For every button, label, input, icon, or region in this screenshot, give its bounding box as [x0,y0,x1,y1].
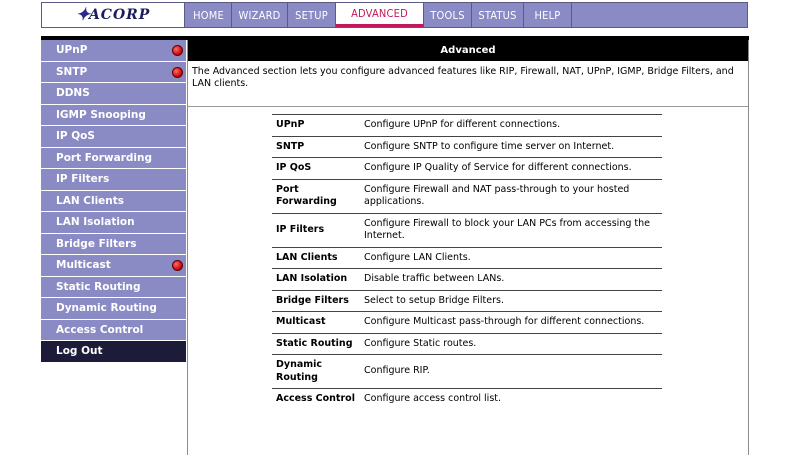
table-row [272,290,662,312]
table-row [272,355,662,389]
sidebar-item-label: LAN Isolation [56,216,135,228]
feature-name: Bridge Filters [276,294,349,306]
sidebar-item-static-routing[interactable] [41,277,186,299]
sidebar-item-upnp[interactable] [41,40,186,62]
sidebar-item-bridge-filters[interactable] [41,234,186,256]
tab-advanced[interactable]: ADVANCED [336,3,424,27]
advanced-sidebar-menu [41,40,186,363]
main-content-panel [187,40,749,455]
sidebar-item-access-control[interactable] [41,320,186,342]
table-row [272,213,662,247]
red-alert-dot-icon [172,67,183,78]
sidebar-item-lan-isolation[interactable] [41,212,186,234]
feature-description: Disable traffic between LANs. [364,273,505,284]
sidebar-item-label: Dynamic Routing [56,302,157,314]
brand-wordmark [76,5,151,25]
feature-description: Configure Multicast pass-through for different connections. [364,316,645,327]
feature-name: UPnP [276,119,305,130]
sidebar-item-label: Log Out [56,345,103,357]
feature-description: Configure Firewall to block your LAN PCs from accessing the Internet. [364,217,650,241]
brand-logo[interactable] [42,3,185,27]
feature-name: Port Forwarding [276,183,337,207]
sidebar-item-port-forwarding[interactable] [41,148,186,170]
acorp-star-logo-icon: ✦ [75,5,91,25]
sidebar-item-label: Multicast [56,259,111,271]
sidebar-item-dynamic-routing[interactable] [41,298,186,320]
feature-name: Access Control [276,393,355,404]
sidebar-item-label: UPnP [56,44,88,56]
feature-name: Static Routing [276,337,353,349]
sidebar-item-igmp-snooping[interactable] [41,105,186,127]
feature-name: Dynamic Routing [276,359,323,383]
sidebar-item-lan-clients[interactable] [41,191,186,213]
sidebar-item-ip-qos[interactable] [41,126,186,148]
table-row [272,136,662,158]
sidebar-item-label: IP QoS [56,130,95,142]
table-row [272,269,662,291]
feature-name: Multicast [276,316,326,327]
feature-description: Configure Firewall and NAT pass-through to your hosted applications. [364,183,630,207]
feature-description: Configure LAN Clients. [364,251,471,263]
feature-name: SNTP [276,140,305,152]
table-row [272,333,662,355]
sidebar-item-sntp[interactable] [41,62,186,84]
table-row [272,158,662,180]
sidebar-item-ip-filters[interactable] [41,169,186,191]
section-description: The Advanced section lets you configure advanced features like RIP, Firewall, NAT, UPnP, IGMP, Bridge Filters, and LAN clients. [188,61,748,107]
main-nav-tabs [186,3,572,27]
sidebar-item-ddns[interactable] [41,83,186,105]
tab-setup[interactable]: SETUP [288,3,336,27]
table-row [272,179,662,213]
table-row [272,115,662,137]
feature-description: Configure RIP. [364,365,430,377]
sidebar-item-label: LAN Clients [56,194,125,207]
tab-tools[interactable]: TOOLS [424,3,472,27]
brand-text: ACORP [88,7,151,23]
sidebar-item-label: Access Control [56,323,144,336]
sidebar-item-label: SNTP [56,65,88,78]
page-title: Advanced [188,40,748,61]
feature-name: IP Filters [276,223,325,235]
sidebar-item-label: IGMP Snooping [56,108,146,121]
sidebar-item-label: DDNS [56,87,90,99]
table-row [272,247,662,269]
top-navigation-bar [41,2,748,28]
table-row [272,389,662,410]
sidebar-item-label: Bridge Filters [56,237,137,250]
feature-description: Configure Static routes. [364,337,477,349]
feature-description: Select to setup Bridge Filters. [364,294,504,306]
sidebar-item-multicast[interactable] [41,255,186,277]
tab-help[interactable]: HELP [524,3,572,27]
feature-description: Configure UPnP for different connections. [364,119,561,130]
red-alert-dot-icon [172,45,183,56]
feature-name: LAN Clients [276,251,338,263]
features-table [272,114,662,410]
table-row [272,312,662,334]
red-alert-dot-icon [172,260,183,271]
tab-status[interactable]: STATUS [472,3,524,27]
feature-description: Configure SNTP to configure time server on Internet. [364,140,615,152]
tab-home[interactable]: HOME [186,3,232,27]
sidebar-item-log-out[interactable] [41,341,186,363]
feature-description: Configure access control list. [364,393,502,404]
tab-wizard[interactable]: WIZARD [232,3,288,27]
feature-name: LAN Isolation [276,273,348,284]
sidebar-item-label: Port Forwarding [56,151,152,164]
sidebar-item-label: Static Routing [56,280,141,293]
sidebar-item-label: IP Filters [56,173,110,185]
feature-name: IP QoS [276,162,312,173]
feature-description: Configure IP Quality of Service for different connections. [364,162,632,173]
